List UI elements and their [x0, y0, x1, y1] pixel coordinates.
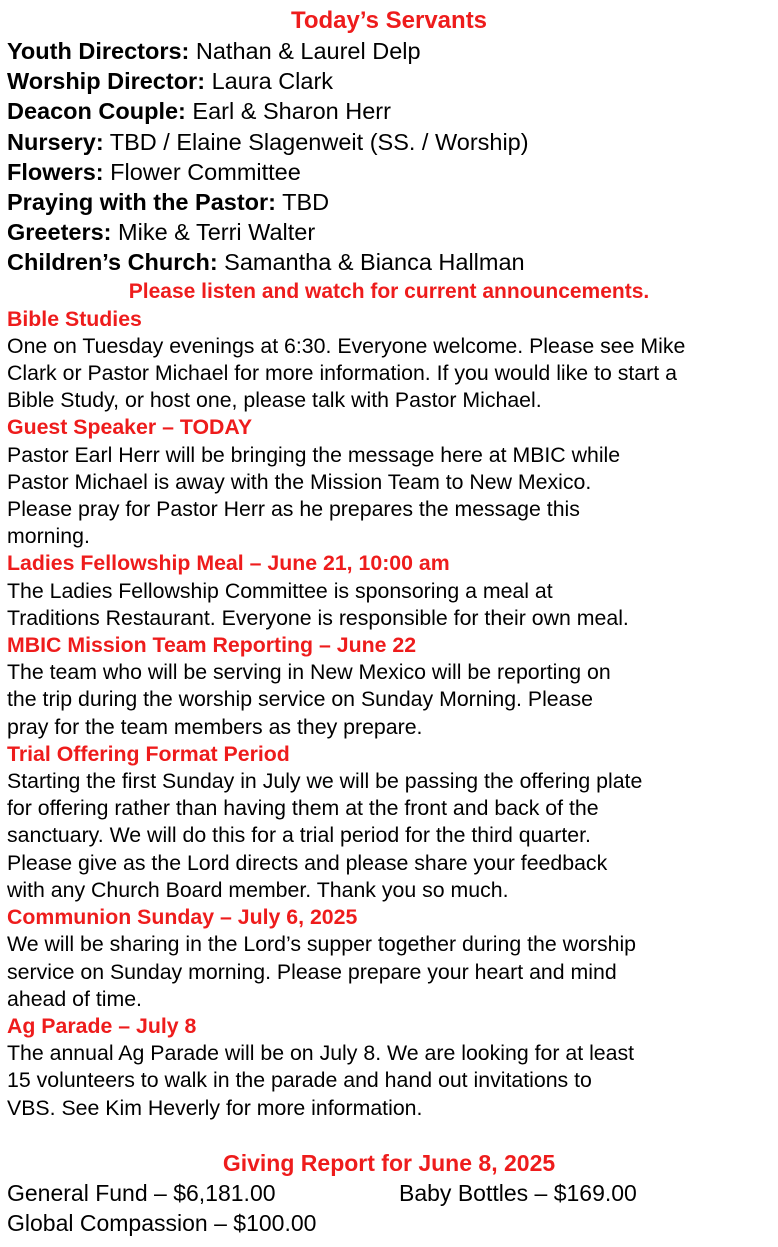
section-line: Clark or Pastor Michael for more information. If you would like to start a: [7, 361, 677, 386]
section-line: service on Sunday morning. Please prepare your heart and mind: [7, 959, 617, 984]
section-line: 15 volunteers to walk in the parade and hand out invitations to: [7, 1068, 592, 1093]
servant-greeters: [7, 217, 778, 247]
giving-row: [7, 1208, 778, 1238]
section-line: Starting the first Sunday in July we will be passing the offering plate: [7, 769, 643, 794]
section-body: [7, 1040, 778, 1122]
section-mission-team-reporting: [7, 632, 778, 741]
section-ag-parade: [7, 1013, 778, 1122]
announcements-notice: Please listen and watch for current announcements.: [128, 279, 650, 303]
servant-name: Flower Committee: [110, 158, 301, 185]
section-line: ahead of time.: [7, 986, 142, 1011]
servant-name: Earl & Sharon Herr: [192, 98, 391, 125]
section-line: Traditions Restaurant. Everyone is responsible for their own meal.: [7, 605, 629, 630]
servants-list: [7, 36, 778, 278]
section-heading: Guest Speaker – TODAY: [7, 415, 253, 440]
section-heading: Communion Sunday – July 6, 2025: [7, 905, 358, 930]
section-heading: Bible Studies: [7, 306, 142, 331]
section-guest-speaker: [7, 414, 778, 550]
servant-youth-directors: [7, 36, 778, 66]
servant-role: Nursery:: [7, 128, 104, 155]
section-body: [7, 768, 778, 904]
servant-name: TBD / Elaine Slagenweit (SS. / Worship): [109, 128, 529, 155]
section-bible-studies: [7, 306, 778, 415]
servant-nursery: [7, 127, 778, 157]
servant-role: Youth Directors:: [7, 38, 190, 64]
section-line: for offering rather than having them at the front and back of the: [7, 796, 599, 821]
section-line: One on Tuesday evenings at 6:30. Everyone welcome. Please see Mike: [7, 333, 686, 358]
section-line: the trip during the worship service on Sunday Morning. Please: [7, 687, 593, 712]
servant-name: TBD: [282, 189, 330, 216]
servant-name: Samantha & Bianca Hallman: [224, 249, 525, 276]
section-line: The Ladies Fellowship Committee is sponsoring a meal at: [7, 578, 553, 603]
section-line: pray for the team members as they prepare.: [7, 714, 423, 739]
section-body: [7, 659, 778, 741]
section-heading: Trial Offering Format Period: [7, 741, 290, 766]
servant-deacon-couple: [7, 96, 778, 126]
section-communion-sunday: [7, 904, 778, 1013]
servant-role: Flowers:: [7, 158, 104, 185]
servant-name: Laura Clark: [211, 68, 334, 95]
section-line: sanctuary. We will do this for a trial period for the third quarter.: [7, 823, 591, 848]
servant-name: Mike & Terri Walter: [118, 219, 316, 246]
section-body: [7, 442, 778, 551]
section-line: Pastor Michael is away with the Mission Team to New Mexico.: [7, 469, 592, 494]
general-fund-amount: General Fund – $6,181.00: [7, 1179, 276, 1206]
section-trial-offering: [7, 741, 778, 904]
servant-role: Greeters:: [7, 219, 112, 246]
section-line: Pastor Earl Herr will be bringing the message here at MBIC while: [7, 442, 621, 467]
section-body: [7, 578, 778, 632]
section-heading: Ladies Fellowship Meal – June 21, 10:00 am: [7, 551, 450, 576]
section-line: The team who will be serving in New Mexico will be reporting on: [7, 660, 611, 685]
giving-report-title: Giving Report for June 8, 2025: [222, 1149, 556, 1176]
section-line: Bible Study, or host one, please talk with Pastor Michael.: [7, 388, 542, 413]
section-line: VBS. See Kim Heverly for more information.: [7, 1095, 423, 1120]
servant-role: Deacon Couple:: [7, 98, 186, 125]
section-body: [7, 931, 778, 1013]
servant-role: Worship Director:: [7, 68, 206, 95]
section-line: The annual Ag Parade will be on July 8. We are looking for at least: [7, 1041, 635, 1066]
servants-title: Today’s Servants: [290, 7, 488, 34]
servant-praying-with-pastor: [7, 187, 778, 217]
servant-worship-director: [7, 66, 778, 96]
section-ladies-fellowship-meal: [7, 550, 778, 632]
section-line: with any Church Board member. Thank you so much.: [7, 877, 509, 902]
section-body: [7, 333, 778, 415]
baby-bottles-amount: Baby Bottles – $169.00: [399, 1179, 637, 1206]
global-compassion-amount: Global Compassion – $100.00: [7, 1209, 317, 1236]
servant-role: Children’s Church:: [7, 249, 218, 276]
servant-role: Praying with the Pastor:: [7, 189, 276, 216]
section-heading: MBIC Mission Team Reporting – June 22: [7, 633, 417, 658]
section-heading: Ag Parade – July 8: [7, 1013, 197, 1038]
section-line: Please give as the Lord directs and please share your feedback: [7, 850, 608, 875]
section-line: We will be sharing in the Lord’s supper together during the worship: [7, 932, 637, 957]
servant-name: Nathan & Laurel Delp: [195, 38, 421, 64]
section-line: Please pray for Pastor Herr as he prepares the message this: [7, 497, 580, 522]
giving-row: [7, 1178, 778, 1208]
section-line: morning.: [7, 524, 90, 549]
servant-flowers: [7, 157, 778, 187]
servant-childrens-church: [7, 247, 778, 277]
